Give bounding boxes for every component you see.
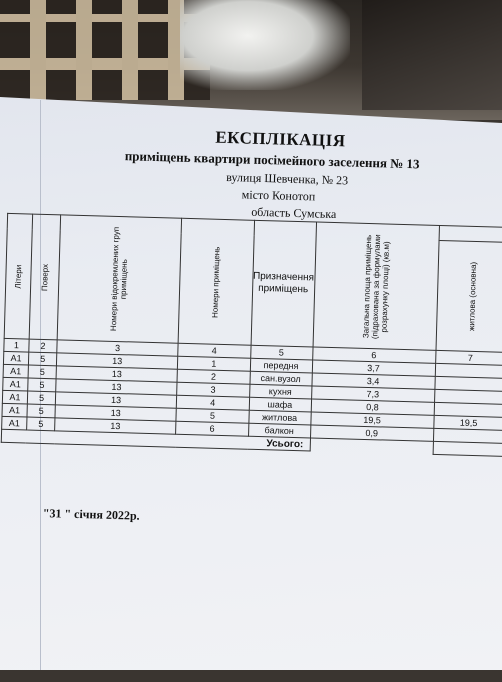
cell-room: 1 <box>178 356 251 371</box>
cell-floor: 5 <box>28 352 57 366</box>
totals-label: Усього: <box>1 429 310 451</box>
explication-table <box>1 213 502 462</box>
cell-purpose: житлова <box>248 410 310 425</box>
cell-litera: А1 <box>3 364 28 378</box>
col-number: 1 <box>4 338 29 352</box>
header-total-area: Загальна площа приміщень (підрахована за формулами розрахунку площі) (кв.м) <box>313 222 439 350</box>
cell-group: 13 <box>55 405 176 421</box>
street-address: вулиця Шевченка, № 23 <box>226 170 349 188</box>
cell-floor: 5 <box>28 365 57 379</box>
cell-litera: А1 <box>3 377 28 391</box>
cell-total: 3,4 <box>311 373 434 389</box>
cell-purpose: кухня <box>249 384 311 399</box>
header-litera: Літери <box>4 213 32 339</box>
document-date: "31 " січня 2022р. <box>42 506 140 523</box>
cell-group: 13 <box>55 392 176 408</box>
cell-room: 3 <box>177 382 250 397</box>
cell-room: 4 <box>176 395 249 410</box>
cell-floor: 5 <box>27 404 56 418</box>
cell-group: 13 <box>55 418 176 434</box>
col-number: 6 <box>312 347 435 363</box>
cell-purpose: передня <box>250 358 312 373</box>
cell-living: 19,5 <box>433 415 502 430</box>
document-title: ЕКСПЛІКАЦІЯ <box>215 127 346 151</box>
cell-total: 19,5 <box>310 412 433 428</box>
cell-floor: 5 <box>28 378 57 392</box>
cell-litera: А1 <box>2 403 27 417</box>
cell-group: 13 <box>57 353 178 369</box>
cell-total: 3,7 <box>312 360 435 376</box>
header-group-number: Номери відокремлених груп приміщень <box>57 215 181 343</box>
header-living: житлова (основна) <box>436 241 502 353</box>
cell-litera: А1 <box>2 416 27 430</box>
col-number: 4 <box>178 343 251 358</box>
col-number: 2 <box>29 339 58 353</box>
col-number: 5 <box>250 345 312 360</box>
cell-purpose: балкон <box>248 423 310 438</box>
cell-litera: А1 <box>2 390 27 404</box>
col-number: 7 <box>435 350 502 365</box>
cell-room: 5 <box>176 408 249 423</box>
cell-total: 0,9 <box>310 425 433 441</box>
document-subtitle: приміщень квартири посімейного заселення № 13 <box>124 148 420 172</box>
cell-floor: 5 <box>27 391 56 405</box>
oblast-line: область Сумська <box>251 204 337 222</box>
cell-total: 0,8 <box>311 399 434 415</box>
city-line: місто Конотоп <box>241 187 316 204</box>
cell-room: 6 <box>176 421 249 436</box>
cell-purpose: сан.вузол <box>249 371 311 386</box>
header-purpose: Призначення приміщень <box>251 220 316 347</box>
cell-group: 13 <box>56 366 177 382</box>
cell-room: 2 <box>177 369 250 384</box>
cell-floor: 5 <box>27 417 56 431</box>
header-floor: Поверх <box>29 214 61 340</box>
cell-litera: А1 <box>3 351 28 365</box>
col-number: 3 <box>57 340 178 356</box>
cell-purpose: шафа <box>249 397 311 412</box>
header-room-number: Номери приміщень <box>178 218 254 345</box>
cell-total: 7,3 <box>311 386 434 402</box>
cell-group: 13 <box>56 379 177 395</box>
